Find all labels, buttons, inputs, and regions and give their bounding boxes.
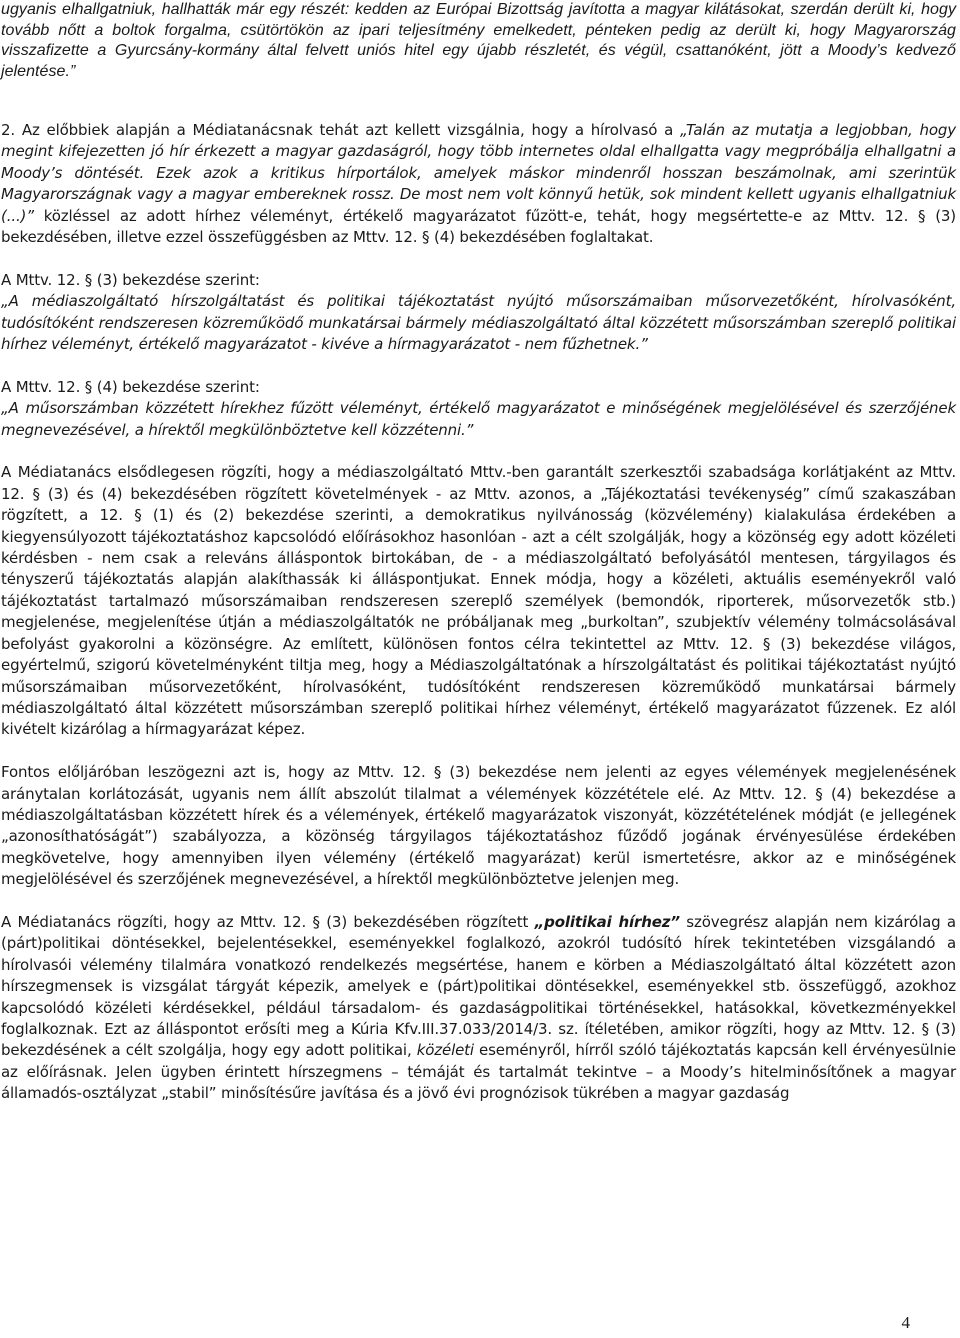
paragraph-3-tail: eseményről, hírről szóló tájékoztatás kapcsán kell érvényesülnie az előírásnak. Jelen ügyben érintett hírszegmens – témáját és tartalmát tekintve – a Moody’s hitelminősítőnek a magyar államadós-osztályzat „stabil” minősítésűre javítása és a jövő évi prognózisok tükrében a magyar gazdaság <box>1 1041 956 1103</box>
paragraph-3-emphasis: „politikai hírhez” <box>534 912 680 931</box>
paragraph-2-quoted-news: „Talán az mutatja a legjobban, hogy megint kifejezetten jó hír érkezett a magyar gazdaságról, hogy több internetes oldal elhallgatta vagy megpróbálja elhallgatni a Moody’s döntését. Ezek azok a kritikus hírportálok, amelyek máskor mindenről hosszan beszámolnak, ami szerintük Magyarországnak vagy a magyar embereknek rossz. <box>1 121 956 204</box>
paragraph-mediatanacs-3 <box>1 912 956 1105</box>
paragraph-quote-continuation: ugyanis elhallgatniuk, hallhatták már egy részét: kedden az Európai Bizottság javította a magyar kilátásokat, szerdán derült ki, hogy tovább nőtt a boltok forgalma, csütörtökön az ipari teljesítmény emelkedett, pénteken pedig az derült ki, hogy Magyarország visszafizette a Gyurcsány-kormány által felvett uniós hitel egy újabb részletét, és végül, csattanóként, jött a Moody’s kedvező jelentése.” <box>1 1 956 80</box>
paragraph-3-italic-word: közéleti <box>416 1041 474 1060</box>
paragraph-2-tail: közléssel az adott hírhez véleményt, értékelő magyarázatot fűzött-e, tehát, hogy megsértette-e az Mttv. 12. § (3) bekezdésében, illetve ezzel összefüggésben az Mttv. 12. § (4) bekezdésében foglaltakat. <box>1 206 956 247</box>
paragraph-mediatanacs-2: Fontos előljáróban leszögezni azt is, hogy az Mttv. 12. § (3) bekezdése nem jelenti az egyes vélemények megjelenésének aránytalan korlátozását, ugyanis nem állít abszolút tilalmat a vélemények közzététele elé. Az Mttv. 12. § (4) bekezdése a médiaszolgáltatásban közzétett hírek és a vélemények, értékelő magyarázatok viszonyát, közzétételének módját (e jellegének „azonosíthatóságát”) szabályozza, a közönség tárgyilagos tájékoztatáshoz fűződő jogának érvényesülése érdekében megkövetelve, hogy amennyiben ilyen vélemény (értékelő magyarázat) kerül ismertetésre, akkor az e minőségének megjelölésével és szerzőjének megnevezésével, a hírektől megkülönböztetve jelenjen meg. <box>1 763 956 889</box>
law-12-4-heading: A Mttv. 12. § (4) bekezdése szerint: <box>1 377 260 396</box>
paragraph-2 <box>1 120 956 248</box>
law-12-4-quote: „A műsorszámban közzétett hírekhez fűzött véleményt, értékelő magyarázatot e minőségének megjelölésével és szerzőjének megnevezésével, a hírektől megkülönböztetve kell közzétenni.” <box>1 399 956 439</box>
paragraph-mediatanacs-1: A Médiatanács elsődlegesen rögzíti, hogy a médiaszolgáltató Mttv.-ben garantált szerkesztői szabadsága korlátjaként az Mttv. 12. § (3) és (4) bekezdésében rögzített követelmények - az Mttv. azonos, a „Tájékoztatási tevékenység” című szakaszában rögzített, a 12. § (1) és (2) bekezdése szerinti, a demokratikus nyilvánosság (közvélemény) kialakulása érdekében a kiegyensúlyozott tájékoztatáshoz kapcsolódó előírásokhoz hasonlóan - azt a célt szolgálják, hogy a közönség egy adott közéleti kérdésben - nem csak a releváns álláspontok birtokában, de - a médiaszolgáltató befolyásától mentesen, tárgyilagos és tényszerű tájékoztatás alapján alakíthassák ki álláspontjukat. Ennek módja, hogy a közéleti, aktuális eseményekről való tájékoztatást tartalmazó műsorszámaiban rendszeresen szereplő személyek (bemondók, riporterek, műsorvezetők stb.) megjelenése, megjelenítése útján a médiaszolgáltatók ne próbáljanak meg „burkoltan”, szubjektív vélemény tolmácsolásával befolyást gyakorolni a közönségre. Az említett, különösen fontos célra tekintettel az Mttv. 12. § (3) bekezdése világos, egyértelmű, szigorú követelményként tiltja meg, hogy a Médiaszolgáltatónak a hírszolgáltatást és politikai tájékoztatást nyújtó műsorszámaiban műsorvezetőként, hírolvasóként, tudósítóként rendszeresen közreműködő munkatársai bármely médiaszolgáltató által közzétett műsorszámban szereplő politikai hírhez véleményt, értékelő magyarázatot fűzzenek. Ez alól kivételt kizárólag a hírmagyarázat képez. <box>1 463 956 739</box>
law-12-3-quote: „A médiaszolgáltató hírszolgáltatást és politikai tájékoztatást nyújtó műsorszámaiban műsorvezetőként, hírolvasóként, tudósítóként rendszeresen közreműködő munkatársai bármely médiaszolgáltató által közzétett műsorszámban szereplő politikai hírhez véleményt, értékelő magyarázatot - kivéve a hírmagyarázatot - nem fűzhetnek.” <box>1 292 956 354</box>
paragraph-2-quoted-news-end: De most nem volt könnyű hetük, sok mindent kellett ugyanis elhallgatniuk (...)” <box>1 185 956 225</box>
paragraph-3-lead: A Médiatanács rögzíti, hogy az Mttv. 12. § (3) bekezdésében rögzített <box>1 912 535 931</box>
law-12-3-heading: A Mttv. 12. § (3) bekezdése szerint: <box>1 270 260 289</box>
paragraph-2-lead: 2. Az előbbiek alapján a Médiatanácsnak tehát azt kellett vizsgálnia, hogy a hírolvasó a <box>1 121 680 139</box>
paragraph-3-body: szövegrész alapján nem kizárólag a (párt)politikai döntésekkel, bejelentésekkel, eseményekkel foglalkozó, azokról tudósító hírek tekintetében vizsgálandó a hírolvasói vélemény tilalmára vonatkozó rendelkezés megsértése, hanem e körben a Médiaszolgáltató által közzétett azon hírszegmensek is vizsgálat tárgyát képezik, amelyek e (párt)politikai döntésekkel, eseményekkel stb. összefüggő, azokhoz kapcsolódó közéleti kérdésekkel, például társadalom- és gazdaságpolitikai történésekkel, hatásokkal, következményekkel foglalkoznak. Ezt az álláspontot erősíti meg a Kúria Kfv.III.37.033/2014/3. sz. ítéletében, amikor rögzíti, hogy az Mttv. 12. § (3) bekezdésének a célt szolgálja, hogy egy adott politikai, <box>1 912 956 1060</box>
page-number: 4 <box>901 1313 910 1332</box>
